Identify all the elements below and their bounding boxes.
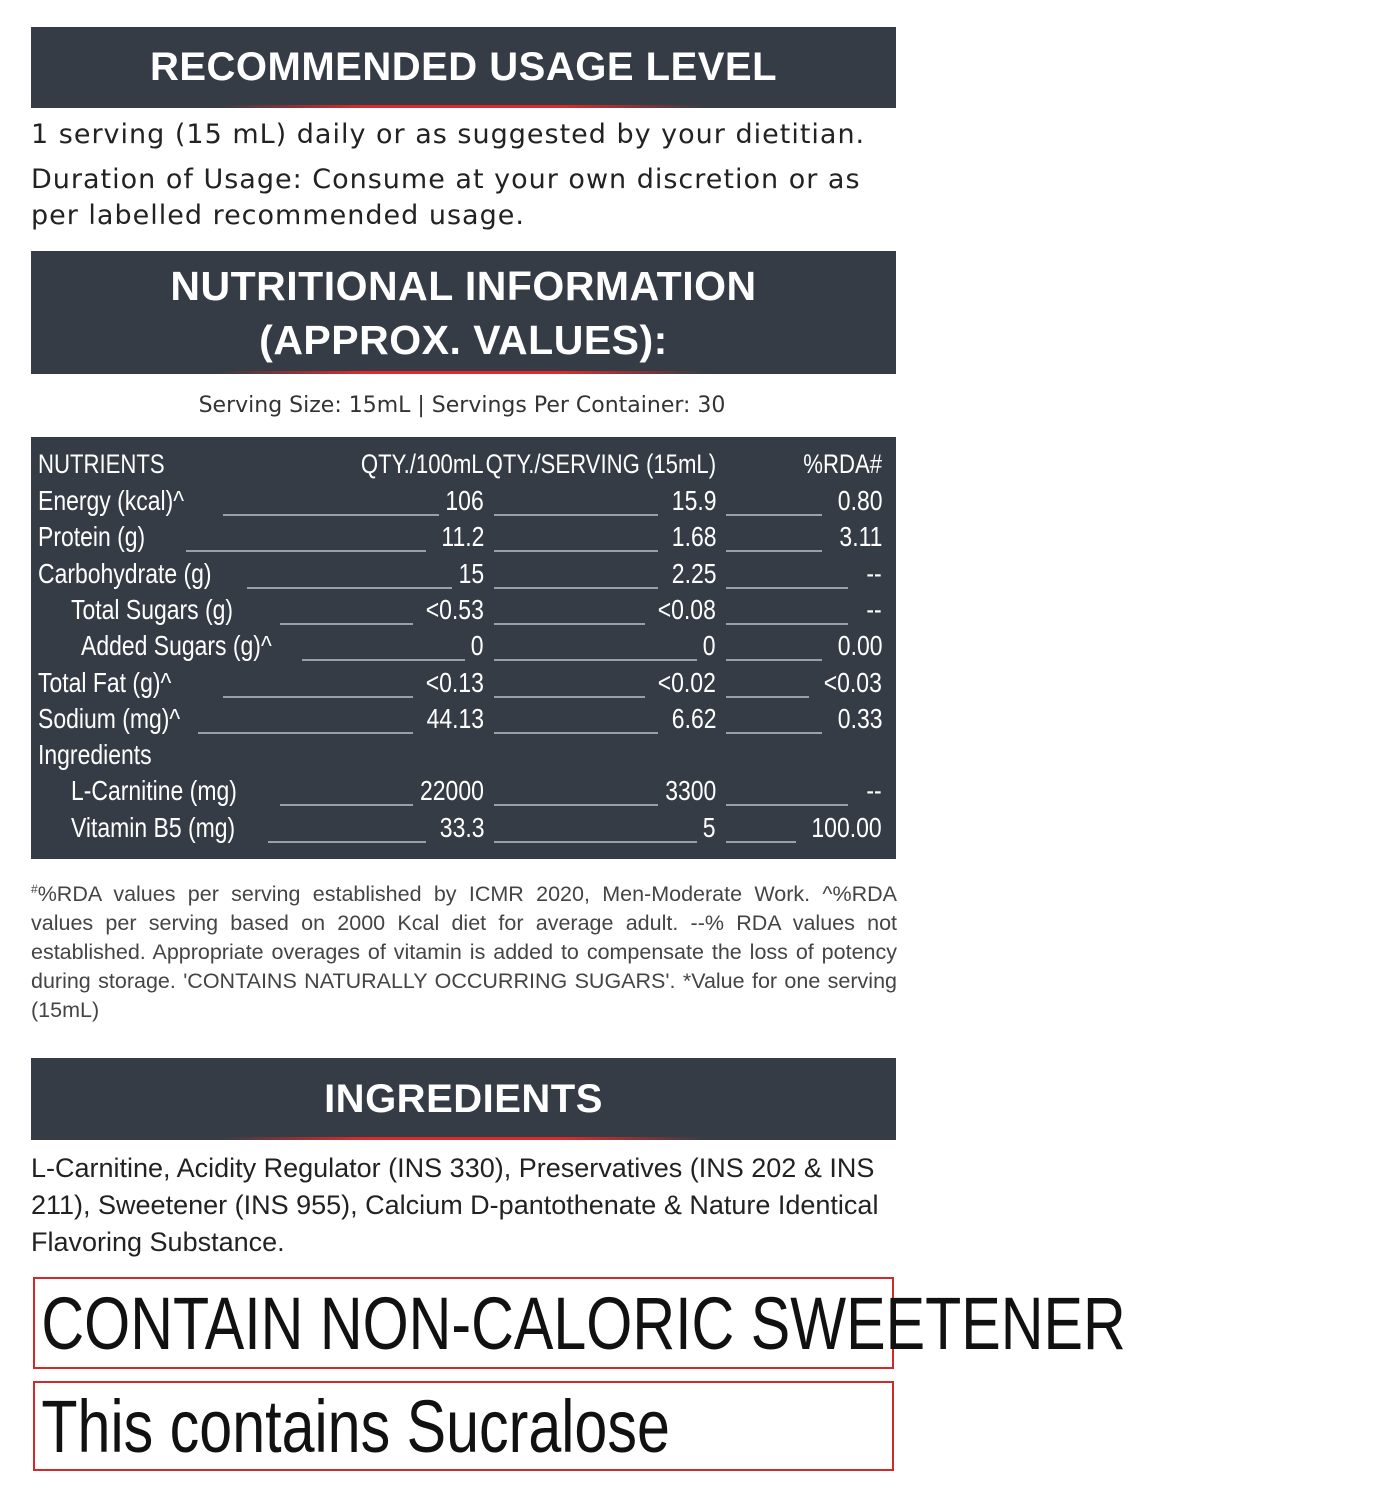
rda-value: --	[866, 775, 882, 807]
leader-line	[494, 804, 658, 806]
sucralose-warning-text: This contains Sucralose	[41, 1385, 670, 1468]
sweetener-warning-box	[33, 1277, 1126, 1369]
nutrient-name: Total Fat (g)^	[38, 666, 172, 698]
table-row	[31, 630, 896, 666]
table-row	[31, 667, 896, 703]
rda-value: 100.00	[811, 811, 882, 843]
header-qty-serving: QTY./SERVING (15mL)	[485, 449, 716, 479]
qty-per-100ml: 0	[471, 630, 484, 662]
table-row	[31, 558, 896, 594]
rda-value: 0.00	[837, 630, 882, 662]
table-header-row	[31, 449, 896, 485]
qty-per-100ml: 22000	[420, 775, 484, 807]
table-row	[31, 521, 896, 557]
leader-line	[494, 587, 658, 589]
table-row	[31, 739, 896, 775]
rda-value: <0.03	[823, 666, 882, 698]
sweetener-warning-text: CONTAIN NON-CALORIC SWEETENER	[41, 1282, 1126, 1365]
rda-value: 3.11	[839, 521, 882, 553]
ingredients-title-band	[31, 1058, 896, 1140]
leader-line	[223, 696, 413, 698]
rda-value: --	[866, 593, 882, 625]
nutrient-name: Added Sugars (g)^	[81, 630, 272, 662]
leader-line	[494, 514, 658, 516]
nutrient-name: L-Carnitine (mg)	[71, 775, 237, 807]
sucralose-warning-box	[33, 1381, 894, 1471]
nutrition-title-line2: (APPROX. VALUES):	[259, 317, 668, 363]
leader-line	[280, 623, 413, 625]
leader-line	[726, 804, 848, 806]
footnote	[31, 875, 897, 1025]
nutrient-name: Protein (g)	[38, 521, 146, 553]
qty-per-serving: 3300	[664, 775, 716, 807]
leader-line	[268, 841, 426, 843]
nutrient-name: Carbohydrate (g)	[38, 557, 212, 589]
qty-per-100ml: 44.13	[426, 702, 484, 734]
leader-line	[726, 732, 822, 734]
leader-line	[223, 514, 439, 516]
leader-line	[726, 841, 796, 843]
leader-line	[726, 550, 822, 552]
nutrient-name: Vitamin B5 (mg)	[71, 811, 236, 843]
nutrient-name: Energy (kcal)^	[38, 485, 185, 516]
nutrient-name: Total Sugars (g)	[71, 593, 234, 625]
leader-line	[494, 732, 658, 734]
usage-title-band	[31, 27, 896, 108]
leader-line	[726, 514, 822, 516]
leader-line	[726, 696, 809, 698]
leader-line	[302, 659, 465, 661]
nutrition-title-line1: NUTRITIONAL INFORMATION	[170, 263, 757, 309]
qty-per-serving: 1.68	[671, 521, 716, 553]
table-row	[31, 703, 896, 739]
qty-per-100ml: <0.13	[425, 666, 484, 698]
leader-line	[494, 623, 645, 625]
qty-per-serving: 6.62	[671, 702, 716, 734]
qty-per-serving: <0.08	[657, 593, 716, 625]
leader-line	[726, 623, 848, 625]
footnote-mark: #	[31, 882, 38, 896]
header-rda: %RDA#	[803, 449, 882, 479]
leader-line	[726, 587, 848, 589]
qty-per-100ml: 11.2	[441, 521, 484, 553]
rda-value: 0.33	[837, 702, 882, 734]
ingredients-text: L-Carnitine, Acidity Regulator (INS 330), Preservatives (INS 202 & INS 211), Sweetener (INS 955), Calcium D-pantothenate & Nature Identical Flavoring Substance.	[31, 1153, 879, 1257]
leader-line	[198, 732, 413, 734]
qty-per-100ml: 33.3	[439, 811, 484, 843]
qty-per-serving: <0.02	[657, 666, 716, 698]
leader-line	[186, 550, 426, 552]
header-nutrients: NUTRIENTS	[38, 449, 165, 479]
qty-per-100ml: <0.53	[425, 593, 484, 625]
leader-line	[494, 659, 697, 661]
qty-per-100ml: 106	[445, 485, 484, 516]
usage-title: RECOMMENDED USAGE LEVEL	[149, 45, 778, 89]
table-row	[31, 775, 896, 811]
usage-line-serving: 1 serving (15 mL) daily or as suggested by your dietitian.	[31, 119, 866, 150]
qty-per-serving: 5	[703, 811, 716, 843]
nutrition-table	[31, 437, 896, 859]
table-row	[31, 485, 896, 521]
serving-info: Serving Size: 15mL | Servings Per Container: 30	[198, 393, 726, 418]
nutrition-title-band	[31, 251, 896, 374]
footnote-text: %RDA values per serving established by ICMR 2020, Men-Moderate Work. ^%RDA values per serving based on 2000 Kcal diet for average adult. --% RDA values not established. Appropriate overages of vitamin is added to compensate the loss of potency during storage. 'CONTAINS NATURALLY OCCURRING SUGARS'. *Value for one serving (15mL)	[31, 882, 897, 1023]
qty-per-serving: 2.25	[671, 557, 716, 589]
leader-line	[280, 804, 413, 806]
leader-line	[247, 587, 452, 589]
qty-per-serving: 0	[703, 630, 716, 662]
nutrient-name: Ingredients	[38, 739, 152, 771]
rda-value: --	[866, 557, 882, 589]
nutrient-name: Sodium (mg)^	[38, 702, 181, 734]
leader-line	[494, 841, 697, 843]
qty-per-100ml: 15	[458, 557, 484, 589]
header-qty-100ml: QTY./100mL	[361, 449, 484, 479]
table-row	[31, 594, 896, 630]
leader-line	[494, 550, 658, 552]
usage-line-duration: Duration of Usage: Consume at your own discretion or as per labelled recommended usage.	[31, 164, 861, 231]
table-row	[31, 812, 896, 848]
ingredients-title: INGREDIENTS	[324, 1077, 603, 1121]
leader-line	[494, 696, 645, 698]
rda-value: 0.80	[837, 485, 882, 516]
qty-per-serving: 15.9	[671, 485, 716, 516]
leader-line	[726, 659, 822, 661]
